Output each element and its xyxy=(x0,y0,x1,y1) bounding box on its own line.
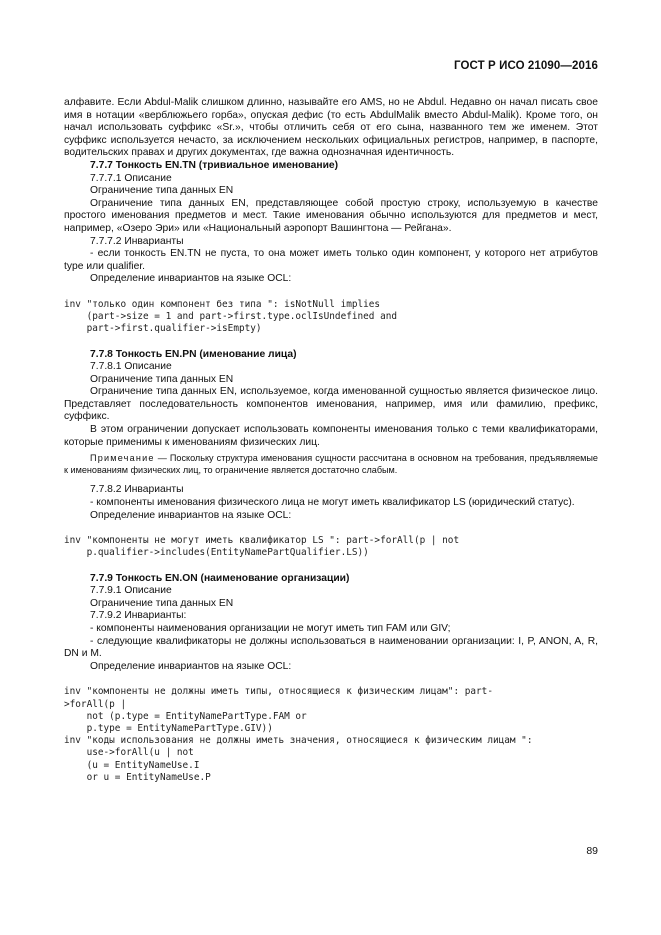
ocl-code-block: inv "компоненты не могут иметь квалификатор LS ": part->forAll(p | not p.qualifier->includes(EntityNamePartQualifier.LS)) xyxy=(64,535,460,559)
constraint-label: Ограничение типа данных EN xyxy=(90,597,234,609)
intro-paragraph: алфавите. Если Abdul-Malik слишком длинно, называйте его AMS, но не Abdul. Недавно он начал писать свое имя в нотации «верблюжьего горба», опуская дефис (то есть AbdulMalik вместо Abdul-Malik). Кроме того, он начал использовать суффикс «Sr.», чтобы отличить себя от его сына, названного тем же именем. Этот суффикс используется нечасто, за исключением нескольких официальных регистров, например, в паспорте, водительских правах и других документах, где важна однозначная идентичность. xyxy=(64,97,598,159)
body-paragraph: Ограничение типа данных EN, представляющее собой простую строку, используемую в качестве простого именования предметов и мест. Такие именования обычно используются для предметов и мест, например, «Озеро Эри» или «Национальный аэропорт Вашингтона — Рейгана». xyxy=(64,197,598,234)
invariant-text-2: - следующие квалификаторы не должны использоваться в наименовании организации: I, P, ANON, A, R, DN и M. xyxy=(64,635,598,660)
ocl-label: Определение инвариантов на языке OCL: xyxy=(90,273,292,285)
invariant-text-1: - компоненты наименования организации не могут иметь тип FAM или GIV; xyxy=(90,623,451,635)
invariant-text: - компоненты именования физического лица не могут иметь квалификатор LS (юридический статус). xyxy=(90,497,575,509)
ocl-label: Определение инвариантов на языке OCL: xyxy=(90,509,292,521)
subsection-779-2: 7.7.9.2 Инварианты: xyxy=(90,610,187,622)
section-heading-778: 7.7.8 Тонкость EN.PN (именование лица) xyxy=(90,348,297,360)
constraint-label: Ограничение типа данных EN xyxy=(90,185,234,197)
ocl-label: Определение инвариантов на языке OCL: xyxy=(90,660,292,672)
constraint-label: Ограничение типа данных EN xyxy=(90,373,234,385)
invariant-text: - если тонкость EN.TN не пуста, то она может иметь только один компонент, у которого нет атрибутов type или qualifier. xyxy=(64,248,598,272)
subsection-778-1: 7.7.8.1 Описание xyxy=(90,361,172,373)
document-header: ГОСТ Р ИСО 21090—2016 xyxy=(453,60,598,72)
ocl-code-block: inv "только один компонент без типа ": isNotNull implies (part->size = 1 and part->first.type.oclIsUndefined and part->first.qualifier->isEmpty) xyxy=(64,298,398,335)
subsection-777-2: 7.7.7.2 Инварианты xyxy=(90,235,184,247)
note-label: Примечание xyxy=(90,453,155,464)
page-number: 89 xyxy=(586,845,598,857)
subsection-778-2: 7.7.8.2 Инварианты xyxy=(90,484,184,496)
ocl-code-block: inv "компоненты не должны иметь типы, относящиеся к физическим лицам": part- >forAll(p | not (p.type = EntityNamePartType.FAM or p.type = EntityNamePartType.GIV)) inv "коды использования не должны иметь значения, относящиеся к физическим лицам ": use->forAll(u | not (u = EntityNameUse.I or u = EntityNameUse.P xyxy=(64,686,533,783)
body-paragraph-2: В этом ограничении допускает использовать компоненты именования только с теми квалификаторами, которые применимы к именованиям физических лиц. xyxy=(64,424,598,448)
note-text: — Поскольку структура именования сущности рассчитана в основном на требования, предъявляемые к именованиям физических лиц, то ограничение является достаточно слабым. xyxy=(64,453,598,475)
section-heading-779: 7.7.9 Тонкость EN.ON (наименование организации) xyxy=(90,572,350,584)
subsection-777-1: 7.7.7.1 Описание xyxy=(90,172,172,184)
note-paragraph xyxy=(64,453,598,476)
body-paragraph: Ограничение типа данных EN, используемое, когда именованной сущностью является физическое лицо. Представляет последовательность компонентов именования, например, имя или фамилию, префикс, суффикс. xyxy=(64,386,598,423)
section-heading-777: 7.7.7 Тонкость EN.TN (тривиальное именование) xyxy=(90,159,339,171)
subsection-779-1: 7.7.9.1 Описание xyxy=(90,585,172,597)
page-content xyxy=(64,97,598,784)
